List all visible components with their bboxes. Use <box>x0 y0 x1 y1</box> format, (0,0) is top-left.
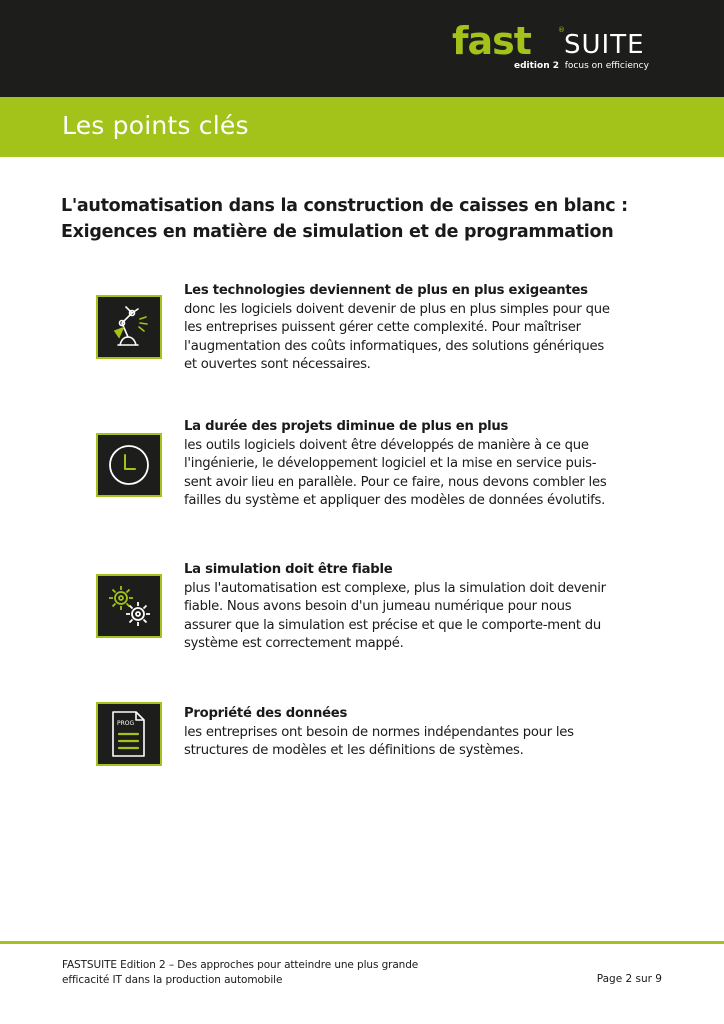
main-heading <box>61 193 681 245</box>
main-heading-line-2: Exigences en matière de simulation et de programmation <box>61 222 614 242</box>
logo-edition: edition 2 <box>514 61 560 71</box>
page-number: Page 2 sur 9 <box>596 973 662 985</box>
fastsuite-logo <box>452 19 662 74</box>
robot-arm-icon <box>96 295 162 359</box>
logo-registered-mark: ® <box>558 26 565 34</box>
logo-tagline-text: focus on efficiency <box>564 61 649 71</box>
key-point-body: les entreprises ont besoin de normes indépendantes pour les structures de modèles et les définitions de systèmes. <box>184 724 574 759</box>
key-point-text <box>184 282 614 375</box>
key-point-title: La durée des projets diminue de plus en plus <box>184 419 509 434</box>
logo-brand-light: SUITE <box>564 30 645 60</box>
logo-brand-bold: fast <box>452 19 531 63</box>
footer-line-1: FASTSUITE Edition 2 – Des approches pour atteindre une plus grande <box>62 959 419 971</box>
main-heading-line-1: L'automatisation dans la construction de caisses en blanc : <box>61 196 628 216</box>
prog-icon-label: PROG <box>117 720 135 727</box>
key-point-title: La simulation doit être fiable <box>184 562 393 577</box>
key-point-text <box>184 418 614 511</box>
title-band <box>0 97 724 157</box>
key-point-title: Propriété des données <box>184 706 348 721</box>
key-point-title: Les technologies deviennent de plus en plus exigeantes <box>184 283 588 298</box>
key-point-body: les outils logiciels doivent être développés de manière à ce que l'ingénierie, le développement logiciel et la mise en service puis-sent avoir lieu en parallèle. Pour ce faire, nous devons combler les failles du système et appliquer des modèles de données évolutifs. <box>184 437 607 509</box>
prog-document-icon <box>96 702 162 766</box>
gears-icon <box>96 574 162 638</box>
logo-tagline <box>514 61 649 71</box>
page-title: Les points clés <box>62 111 249 140</box>
key-point-body: plus l'automatisation est complexe, plus la simulation doit devenir fiable. Nous avons besoin d'un jumeau numérique pour nous assurer que la simulation est précise et que le comporte-ment du système est correctement mappé. <box>184 580 606 652</box>
footer-line-2: efficacité IT dans la production automobile <box>62 974 283 986</box>
header-bar <box>0 0 724 97</box>
footer-divider <box>0 941 724 944</box>
footer-document-title <box>62 958 482 988</box>
key-point-text <box>184 705 614 761</box>
key-point-text <box>184 561 614 654</box>
clock-icon <box>96 433 162 497</box>
key-point-body: donc les logiciels doivent devenir de plus en plus simples pour que les entreprises puissent gérer cette complexité. Pour maîtriser l'augmentation des coûts informatiques, des solutions génériques et ouvertes sont nécessaires. <box>184 301 610 373</box>
